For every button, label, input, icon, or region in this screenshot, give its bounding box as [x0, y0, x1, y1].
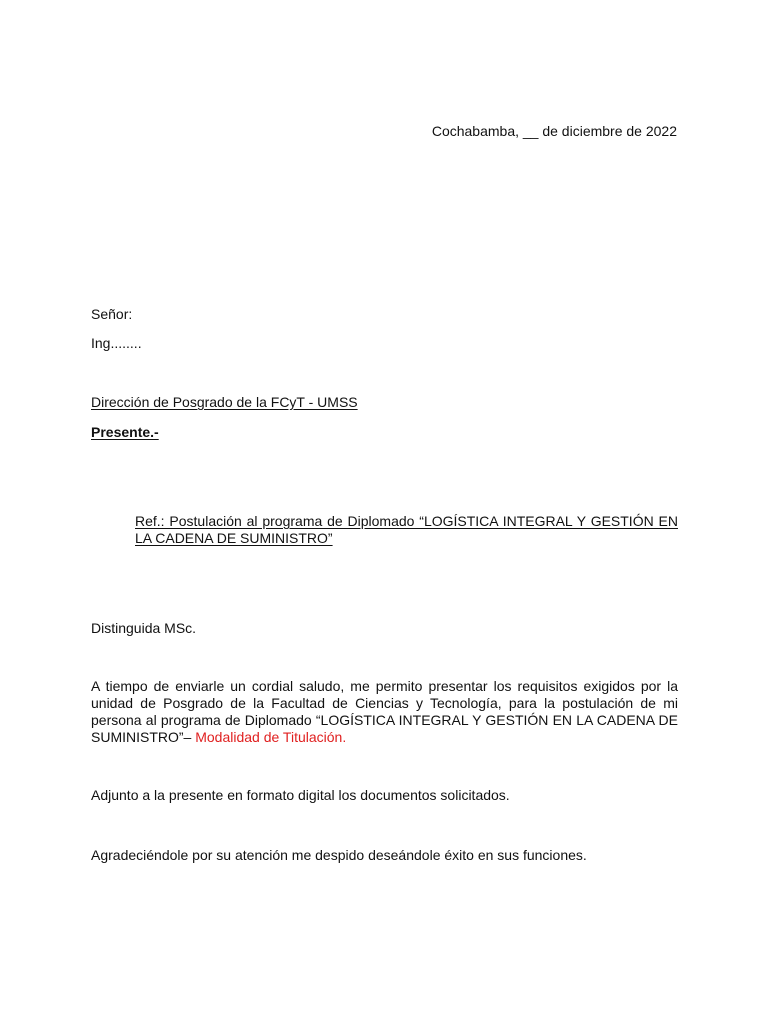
greeting: Distinguida MSc. — [91, 620, 197, 636]
institution-name: Dirección de Posgrado de la FCyT - UMSS — [91, 394, 358, 410]
closing-paragraph: Agradeciéndole por su atención me despido deseándole éxito en sus funciones. — [91, 847, 587, 863]
body-paragraph-1 — [91, 678, 678, 746]
modality-highlight: Modalidad de Titulación. — [195, 729, 347, 745]
recipient-name: Ing........ — [91, 335, 142, 351]
body-paragraph-1-text: A tiempo de enviarle un cordial saludo, me permito presentar los requisitos exigidos por la unidad de Posgrado de la Facultad de Ciencias y Tecnología, para la postulación de mi persona al programa de Diplomado “LOGÍSTICA INTEGRAL Y GESTIÓN EN LA CADENA DE SUMINISTRO”– — [91, 678, 678, 745]
date-line: Cochabamba, __ de diciembre de 2022 — [431, 123, 677, 139]
reference-line: Ref.: Postulación al programa de Diplomado “LOGÍSTICA INTEGRAL Y GESTIÓN EN LA CADENA DE SUMINISTRO” — [135, 513, 678, 546]
presente-label: Presente.- — [91, 424, 159, 440]
body-paragraph-2: Adjunto a la presente en formato digital los documentos solicitados. — [91, 787, 510, 803]
salutation: Señor: — [91, 306, 133, 322]
